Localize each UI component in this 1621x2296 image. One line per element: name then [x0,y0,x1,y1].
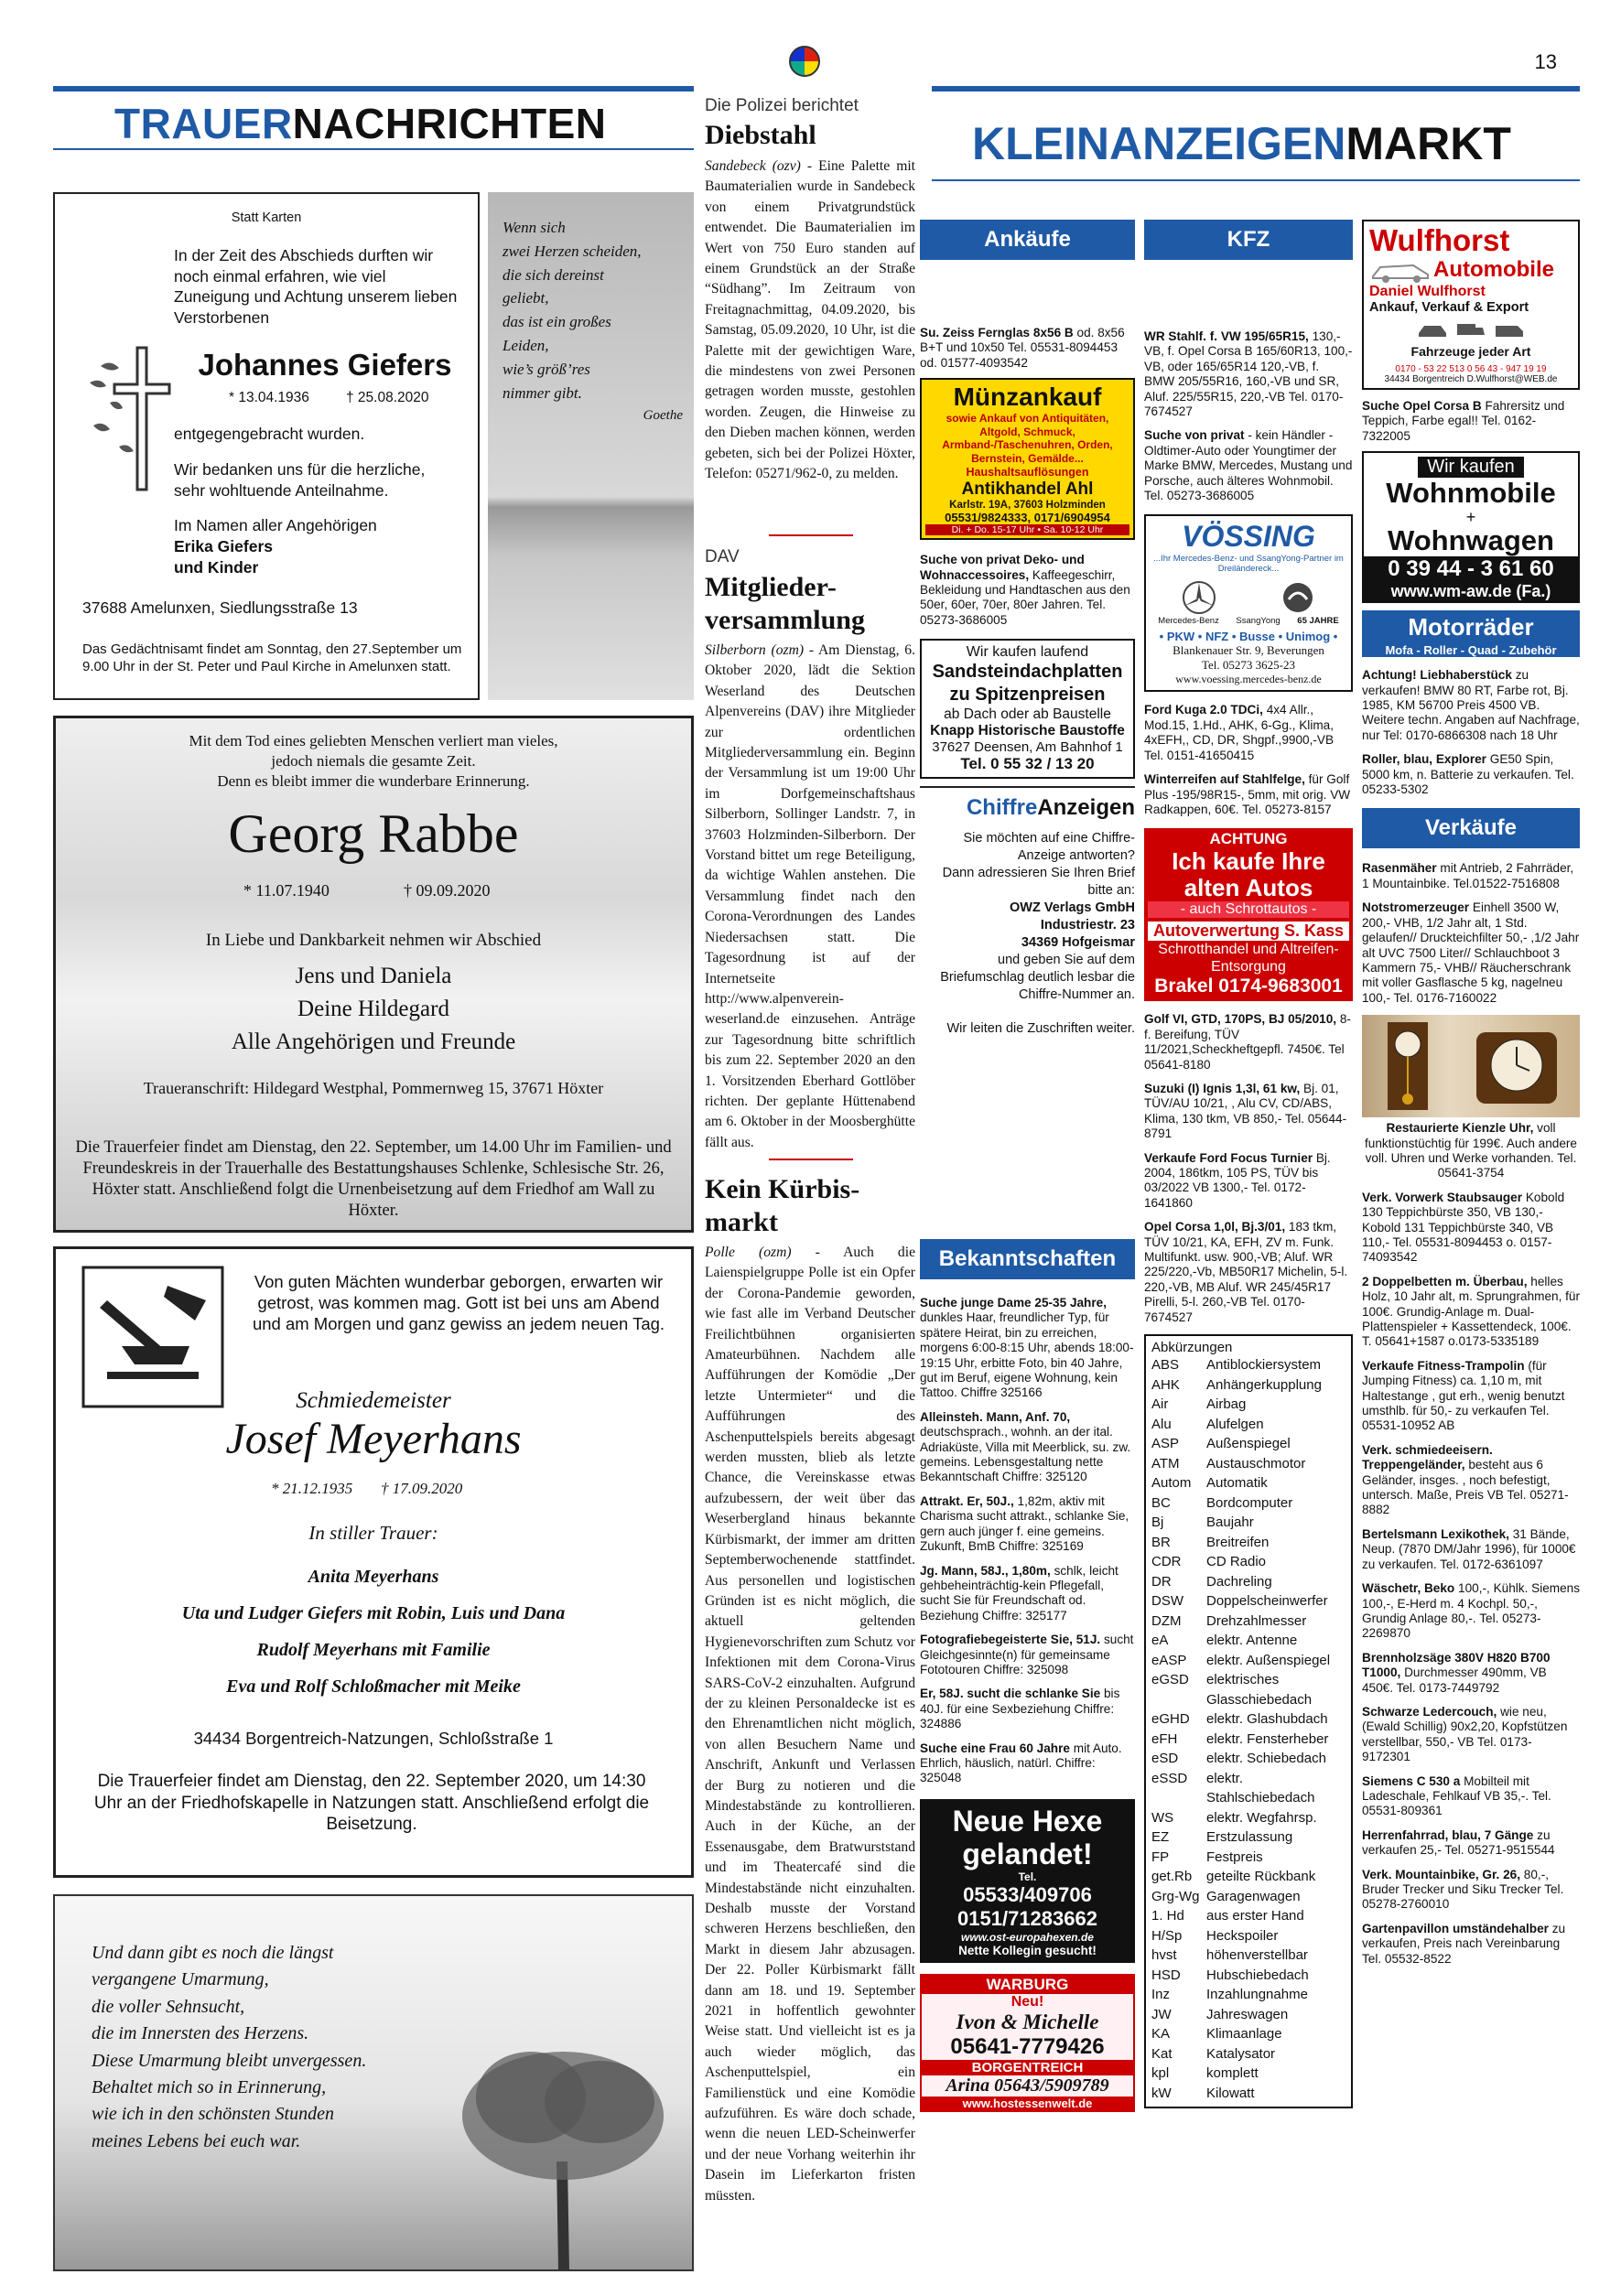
ad-item: Golf VI, GTD, 170PS, BJ 05/2010, 8-f. Bereifung, TÜV 11/2021,Scheckheftgepfl. 7450€. Tel 05641-8180 [1144,1012,1351,1072]
article-kuerbismarkt [705,1173,915,2206]
abbreviation-meaning: elektr. Glashubdach [1206,1711,1328,1728]
abbreviation-meaning: höhenverstellbar [1206,1947,1308,1964]
abbreviation-code: BC [1151,1494,1171,1511]
abbreviation-code: Grg-Wg [1151,1888,1200,1904]
abbreviation-code: KA [1151,2026,1171,2043]
article-headline: Diebstahl [705,120,816,150]
ad-item: Verkaufe Fitness-Trampolin (für Jumping Fitness) ca. 1,10 m, mit Haltestange , gut erh., wenig benutzt umsthlb. für 50,- zu verkaufen Tel. 05531-10952 AB [1362,1358,1565,1433]
abbreviation-meaning: Airbag [1206,1396,1247,1413]
abbreviation-meaning: elektr. Fensterheber [1206,1730,1329,1747]
abbreviation-row [1151,1612,1345,1632]
rabbe-address: Traueranschrift: Hildegard Westphal, Pommernweg 15, 37671 Höxter [143,1079,604,1097]
abbreviation-row [1151,1355,1345,1375]
obit-family-2: und Kinder [174,558,259,577]
abbreviation-code: EZ [1151,1829,1170,1846]
rabbe-family: Jens und Daniela Deine Hildegard Alle Angehörigen und Freunde [231,964,516,1054]
abbreviation-code: Alu [1151,1416,1172,1432]
obituary-rabbe [53,716,694,1233]
abbreviation-code: eA [1151,1633,1169,1649]
ad-item: Achtung! Liebhaberstück zu verkaufen! BMW 80 RT, Farbe rot, Bj. 1985, KM 56700 Preis 4500 VB. Weitere techn. Angaben auf Nachfrage, nur Tel: 0170-6866308 nach 18 Uhr [1362,668,1580,742]
abbreviation-code: Autom [1151,1475,1192,1492]
deceased-name: Josef Meyerhans [225,1415,522,1463]
ad-item: Jg. Mann, 58J., 1,80m, schlk, leicht gehbeheinträchtig-kein Pflegefall, sucht Sie für Freundschaft od. Beziehung Chiffre: 325177 [920,1563,1118,1622]
bekanntschaften-column [920,1239,1135,2112]
ad-wulfhorst: Wulfhorst Automobile Daniel Wulfhorst Ankauf, Verkauf & Export Fahrzeuge jeder Art 0170 - 53 22 513 0 56 43 - 947 19 19 34434 Borgentreich D.Wulfhorst@WEB.de [1362,220,1580,390]
pendulum-clock-icon [1380,1019,1435,1114]
ad-item: Winterreifen auf Stahlfelge, für Golf Plus -195/98R15-, 5mm, mit orig. VW Radkappen, 60€. Tel. 05273-8157 [1144,772,1351,816]
abbreviation-meaning: elektr. Schiebedach [1206,1751,1326,1767]
abbreviation-code: DR [1151,1573,1172,1590]
abbreviation-meaning: elektr. Stahlschiebedach [1206,1770,1315,1806]
abbreviation-code: FP [1151,1849,1170,1865]
ad-item: Rasenmäher mit Antrieb, 2 Fahrräder, 1 Mountainbike. Tel.01522-7516808 [1362,861,1574,890]
section-header-motorraeder: Motorräder [1362,610,1580,643]
ad-wohnmobile: Wir kaufen Wohnmobile + Wohnwagen 0 39 44 - 3 61 60 www.wm-aw.de (Fa.) [1362,451,1580,603]
abbreviation-code: AHK [1151,1376,1180,1393]
ad-item: Siemens C 530 a Mobilteil mit Ladeschale, Fehlkauf VB 35,-. Tel. 05531-809361 [1362,1773,1551,1818]
abbreviation-row [1151,2064,1345,2084]
ad-item: Su. Zeiss Fernglas 8x56 B od. 8x56 B+T und 10x50 Tel. 05531-8094453 od. 01577-4093542 [920,326,1125,370]
abbreviation-meaning: Erstzulassung [1206,1829,1293,1846]
car-outline-icon [1369,256,1433,284]
abbreviation-row [1151,1473,1345,1493]
obit-service: Das Gedächtnisamt findet am Sonntag, den 27.September um 9.00 Uhr in der St. Peter und Paul Kirche in Amelunxen statt. [82,641,462,674]
abbreviations-box: Abkürzungen ABS Antiblockiersystem AHK Anhängerkupplung Air Airbag Alu Alufelgen ASP Außenspiegel ATM Austauschmotor Autom Automatik BC Bordcomputer Bj Baujahr BR Breitreifen CDR CD Radio DR Dachreling DSW Doppelscheinwerfer DZM Drehzahlmesser eA elektr. Antenne eASP elektr. Außenspiegel eGSD elektrisches Glasschiebedach eGHD elektr. Glashubdach eFH elektr. Fensterheber eSD elektr. Schiebedach eSSD elektr. Stahlschiebedach WS elektr. Wegfahrsp. EZ Erstzulassung FP Festpreis get.Rb geteilte Rückbank Grg-Wg Garagenwagen 1. Hd aus erster Hand H/Sp Heckspoiler hvst höhenverstellbar HSD Hubschiebedach Inz Inzahlungnahme JW Jahreswagen KA Klimaanlage Kat Katalysator kpl komplett kW Kilowatt [1144,1334,1353,2108]
ad-item: Er, 58J. sucht die schlanke Sie bis 40J. für eine Sexbeziehung Chiffre: 324886 [920,1687,1120,1731]
ad-item: Brennholzsäge 380V H820 B700 T1000, Durchmesser 490mm, VB 450€. Tel. 0173-7449792 [1362,1650,1551,1695]
abbreviation-code: eSSD [1151,1770,1188,1786]
section-title-trauernachrichten: TRAUERNACHRICHTEN [114,100,607,147]
article-body: Polle (ozm) - Auch die Laienspielgruppe Polle ist ein Opfer der Corona-Pandemie geworden, wie fast alle im Verband Deutscher Freilichtbühnen organisierten Amateurbühnen. Nachdem alle Aufführungen der Komödie „Der letzte Untermieter“ und die Aufführungen des Aschenputtelspiels bereits abgesagt werden mussten, blieb als letzte Chance, die Vereinskasse etwas aufzubessern, der weit über das Weserbergland hinaus bekannte Kürbismarkt, der immer am dritten Septemberwochenende stattfindet. Aus personellen und logistischen Gründen ist es nicht möglich, die aktuell geltenden Hygienevorschriften zum Schutz vor Infektionen mit dem Corona-Virus SARS-CoV-2 einzuhalten. Aufgrund der zu kleinen Personaldecke ist es den Ehrenamtlichen nicht möglich, von allen Besuchern Name und Anschrift, Ankunft und Verlassen der Burg zu notieren und die Mindestabstände zu kontrollieren. Auch in der Küche, an der Essenausgabe, dem Bratwurststand und im Theatercafé sind die Mindestabstände nicht einzuhalten. Deshalb musste der Vorstand schweren Herzens beschließen, den Markt in diesem Jahr abzusagen. Der 22. Poller Kürbismarkt fällt dann am 18. und 19. September 2021 in hoffentlich gewohnter Weise statt. Und vielleicht ist es ja auch wieder möglich, das Aschenputtelspiel, ein Familienstück und eine Komödie aufzuführen. Es wäre doch schade, wenn die neuen LED-Scheinwerfer und der neue Vorhang weiterhin ihr Dasein im Lieferkarton fristen müssten. [705,1245,915,2204]
ad-item: Attrakt. Er, 50J., 1,82m, aktiv mit Charisma sucht attrakt., schlanke Sie, gern auch jünger f. eine gemeins. Zukunft, BmB Chiffre: 325169 [920,1493,1129,1554]
van-icon [1494,320,1525,339]
deceased-name: Georg Rabbe [228,803,519,864]
ad-item: Suche junge Dame 25-35 Jahre, dunkles Haar, freundlicher Typ, für spätere Heirat, bin zu erreichen, morgens 6:00-8:15 Uhr, abends 18:00-19:15 Uhr, erbitte Foto, bin 40 Jahre, gut im Beruf, eigene Wohnung, kein Tattoo. Chiffre 325166 [920,1296,1134,1400]
meyerhans-service: Die Trauerfeier findet am Dienstag, den 22. September 2020, um 14:30 Uhr an der Friedhofskapelle in Natzungen statt. Anschließend erfolgt die Beisetzung. [93,1772,650,1834]
abbreviation-meaning: elektr. Antenne [1206,1633,1298,1649]
ad-item: Verk. schmiedeeisern. Treppengeländer, besteht aus 6 Geländer, insges. , noch befestigt, untersch. Maße, Preis VB Tel. 05271-8882 [1362,1442,1569,1517]
ad-item: Restaurierte Kienzle Uhr, voll funktionstüchtig für 199€. Auch andere voll. Uhren und Werke vorhanden. Tel. 05641-3754 [1364,1121,1577,1180]
abbreviation-row [1151,1591,1345,1612]
abbreviation-meaning: Drehzahlmesser [1206,1612,1307,1629]
abbreviation-meaning: elektr. Wegfahrsp. [1206,1809,1317,1826]
wall-clock-icon [1471,1025,1562,1107]
abbreviation-meaning: aus erster Hand [1206,1908,1304,1924]
abbreviation-code: eFH [1151,1730,1178,1747]
motorraeder-subheader: Mofa - Roller - Quad - Zubehör [1362,643,1580,657]
abbreviation-code: eSD [1151,1751,1179,1767]
abbreviation-code: kpl [1151,2065,1170,2082]
abbreviation-code: hvst [1151,1947,1177,1964]
ad-knapp-baustoffe: Wir kaufen laufend Sandsteindachplatten zu Spitzenpreisen ab Dach oder ab Baustelle Knapp Historische Baustoffe 37627 Deensen, Am Bahnhof 1 Tel. 0 55 32 / 13 20 [920,639,1135,779]
abbreviation-row [1151,1985,1345,2005]
abbreviation-code: JW [1151,2006,1172,2022]
abbreviation-meaning: Baujahr [1206,1514,1254,1531]
abbreviation-row [1151,1749,1345,1769]
ankaeufe-column [920,220,1135,1038]
ad-item: Verk. Mountainbike, Gr. 26, 80,-, Bruder Trecker und Siku Trecker Tel. 05278-2760010 [1362,1867,1564,1912]
ad-hostessenwelt: WARBURG Neu! Ivon & Michelle 05641-7779426 BORGENTREICH Arina 05643/5909789 www.hostessenwelt.de [920,1974,1135,2112]
abbreviation-meaning: Bordcomputer [1206,1494,1293,1511]
obit-intro: In der Zeit des Abschieds durften wir noch einmal erfahren, wie viel Zuneigung und Achtung unserem lieben Verstorbenen [174,246,458,327]
abbreviation-code: eGHD [1151,1711,1190,1728]
section-header-verkaeufe: Verkäufe [1362,808,1580,848]
abbreviation-row [1151,1906,1345,1926]
obituary-meyerhans [53,1246,694,1878]
abbreviation-row [1151,1631,1345,1651]
abbreviation-row [1151,1375,1345,1396]
title-band-left [53,86,694,92]
obit-address: 37688 Amelunxen, Siedlungsstraße 13 [82,598,358,617]
ad-item: Suzuki (I) Ignis 1,3l, 61 kw, Bj. 01, TÜV/AU 10/21, , Alu CV, CD/ABS, Klima, 130 tkm, VB 850,- Tel. 05644-8791 [1144,1081,1347,1141]
cross-with-ivy-icon [73,339,174,494]
abbreviation-row [1151,2044,1345,2064]
abbreviation-meaning: Inzahlungnahme [1206,1987,1308,2003]
abbreviation-row [1151,1848,1345,1868]
abbreviation-code: 1. Hd [1151,1908,1184,1924]
ssangyong-logo-icon [1280,579,1316,616]
ad-item: Gartenpavillon umständehalber zu verkaufen, Preis nach Vereinbarung Tel. 05532-8522 [1362,1921,1566,1966]
ad-item: Herrenfahrrad, blau, 7 Gänge zu verkaufen 25,- Tel. 05271-9515544 [1362,1827,1555,1858]
abbreviation-row [1151,1533,1345,1553]
abbreviation-code: DSW [1151,1593,1183,1610]
abbreviation-code: kW [1151,2085,1172,2101]
abbreviation-code: ASP [1151,1436,1180,1452]
abbreviation-meaning: Alufelgen [1206,1416,1264,1432]
abbreviation-code: H/Sp [1151,1927,1183,1944]
meyerhans-address: 34434 Borgentreich-Natzungen, Schloßstraße 1 [193,1729,554,1748]
ad-item: Fotografiebegeisterte Sie, 51J. sucht Gleichgesinnte(n) für gemeinsame Fototouren Chiffre: 325098 [920,1633,1134,1676]
obit-line2: entgegengebracht wurden. [174,425,365,443]
ad-item: Roller, blau, Explorer GE50 Spin, 5000 km, n. Batterie zu verkaufen. Tel. 05233-5302 [1362,752,1574,797]
death-date: † 09.09.2020 [404,881,491,900]
ad-item: Verk. Vorwerk Staubsauger Kobold 130 Teppichbürste 350, VB 130,- Kobold 131 Teppichbürste 340, VB 110,- Tel. 05531-8094453 o. 0157-74093542 [1362,1190,1565,1265]
goethe-author: Goethe [643,408,683,423]
abbreviation-meaning: Automatik [1206,1475,1268,1492]
goethe-lines: Wenn sich zwei Herzen scheiden, die sich dereinst geliebt, das ist ein großes Leiden, wie’s größ’res nimmer gibt. [503,219,642,402]
page-number: 13 [1534,50,1557,73]
statt-karten: Statt Karten [231,210,302,225]
abbreviation-row [1151,1415,1345,1435]
abbreviation-code: Inz [1151,1987,1171,2003]
ad-voessing: VÖSSING ...Ihr Mercedes-Benz- und SsangYong-Partner im Dreiländereck... Mercedes-Benz SsangYong 65 JAHRE • PKW • NFZ • Busse • Unimog • Blankenauer Str. 9, Beverungen Tel. 05273 3625-23 www.voessing.mercedes-benz.de [1144,514,1353,692]
abbreviation-row [1151,1454,1345,1474]
ad-item: 2 Doppelbetten m. Überbau, helles Holz, 10 Jahr alt, m. Sprungrahmen, für 100€. Grundig-Anlage m. Dual-Plattenspieler + Kassettendeck, 100€. T. 05641+1587 o.0173-5335189 [1362,1274,1580,1349]
clock-photo [1362,1015,1580,1117]
abbreviation-row [1151,1552,1345,1572]
article-headline: Kein Kürbis-markt [705,1174,860,1237]
article-mitgliederversammlung [705,547,915,1153]
abbreviation-row [1151,1769,1345,1808]
rabbe-service: Die Trauerfeier findet am Dienstag, den 22. September, um 14.00 Uhr im Familien- und Freundeskreis in der Trauerhalle des Bestattungshauses Schlenke, Schlesische Str. 26, Höxter statt. Anschließend folgt die Urnenbeisetzung auf dem Friedhof am Wall zu Höxter. [75,1138,672,1220]
ad-item: Suche Opel Corsa B Fahrersitz und Teppich, Farbe egal!! Tel. 0162-7322005 [1362,399,1565,443]
meyerhans-poem: Von guten Mächten wunderbar geborgen, erwarten wir getrost, was kommen mag. Gott ist bei uns am Abend und am Morgen und ganz gewiss an jedem neuen Tag. [252,1272,665,1333]
abbreviation-code: WS [1151,1809,1174,1826]
abbreviations-table [1151,1355,1345,2103]
abbreviation-code: eASP [1151,1652,1187,1668]
abbreviation-meaning: Katalysator [1206,2045,1276,2062]
abbreviation-code: CDR [1151,1554,1182,1570]
abbreviation-meaning: Außenspiegel [1206,1436,1291,1452]
ad-item: Ford Kuga 2.0 TDCi, 4x4 Allr., Mod.15, 1.Hd., AHK, 6-Gg., Klima, 4xEFH,, CD, DR, Shgpf.,9900,-VB Tel. 0151-41650415 [1144,703,1335,762]
abbreviation-code: ATM [1151,1455,1180,1471]
abbreviation-meaning: Breitreifen [1206,1534,1270,1550]
ad-item: Notstromerzeuger Einhell 3500 W, 200,- VHB, 1/2 Jahr alt, 1 Std. gelaufen// Druckteichfilter 50,- ,1/2 Jahr alt UVC 7500 Liter// Schlauchboot 3 Kammern 75,- VHB// Räucherschrank mit voller Gasflasche 5 kg, nagelneu 100,- Tel. 0176-7160022 [1362,900,1580,1005]
abbreviation-meaning: Antiblockiersystem [1206,1357,1322,1374]
birth-date: * 21.12.1935 [271,1480,353,1497]
ad-item: Suche eine Frau 60 Jahre mit Auto. Ehrlich, häuslich, natürl. Chiffre: 325048 [920,1741,1122,1785]
abbreviation-row [1151,1808,1345,1828]
ad-item: Opel Corsa 1,0l, Bj.3/01, 183 tkm, TÜV 10/21, KA, EFH, ZV m. Funk. Multifunkt. usw. 900,-VB; Aluf. WR 225/220,-Vb, MB50R17 Michelin, 5-l. 220,-VB, MB Aluf. WR 245/45R17 Pirelli, 5-l. 260,-VB Tel. 0170-7674527 [1144,1220,1348,1324]
abbreviation-code: Air [1151,1396,1169,1413]
ad-chiffre: ChiffreAnzeigen Sie möchten auf eine Chiffre-Anzeige antworten? Dann adressieren Sie Ihren Brief bitte an: OWZ Verlags GmbH Industriestr. 23 34369 Hofgeismar und geben Sie auf dem Briefumschlag deutlich lesbar die Chiffre-Nummer an. Wir leiten die Zuschriften weiter. [940,795,1135,1037]
abbreviation-meaning: geteilte Rückbank [1206,1869,1316,1885]
abbreviation-row [1151,1493,1345,1514]
abbreviation-row [1151,1827,1345,1848]
ad-muenzankauf: Münzankauf sowie Ankauf von Antiquitäten, Altgold, Schmuck, Armband-/Taschenuhren, Orden, Bernstein, Gemälde... Haushaltsauflösungen Antikhandel Ahl Karlstr. 19A, 37603 Holzminden 05531/9824333, 0171/6904954 Di. + Do. 15-17 Uhr • Sa. 10-12 Uhr [920,378,1135,540]
death-date: † 25.08.2020 [346,390,429,405]
ad-item: Alleinsteh. Mann, Anf. 70, deutschsprach., wohnh. an der ital. Adriaküste, Villa mit Meerblick, su. zw. gemeins. Lebensgestaltung nette Bekanntschaft Chiffre: 325120 [920,1409,1131,1484]
article-divider [769,534,853,536]
ad-autoverwertung-kass: ACHTUNG Ich kaufe Ihre alten Autos - auch Schrottautos - Autoverwertung S. Kass Schrotthandel und Altreifen-Entsorgung Brakel 0174-9683001 [1144,828,1353,1001]
ad-item: Verkaufe Ford Focus Turnier Bj. 2004, 186tkm, 105 PS, TÜV bis 03/2022 VB 1300,- Tel. 0172-1641860 [1144,1150,1331,1210]
abbreviation-meaning: Doppelscheinwerfer [1206,1593,1328,1610]
section-title-kleinanzeigenmarkt: KLEINANZEIGENMARKT [972,118,1511,169]
meyerhans-grief: In stiller Trauer: [308,1522,438,1544]
article-body: Silberborn (ozm) - Am Dienstag, 6. Oktober 2020, lädt die Sektion Weserland des Deutschen Alpenvereins (DAV) ihre Mitglieder zur ordentlichen Mitgliederversammlung ein. Beginn der Versammlung ist um 19:00 Uhr im Dorfgemeinschaftshaus Silberborn, Sollinger Landstr. 7, in 37603 Holzminden-Silberborn. Der Vorstand bittet um rege Beteiligung, da wichtige Wahlen anstehen. Die Versammlung findet nach den Corona-Verordnungen des Landes Niedersachsen statt. Die Tagesordnung ist auf der Internetseite http://www.alpenverein-weserland.de einzusehen. Anträge zur Tagesordnung bitte schriftlich bis zum 22. September 2020 an den 1. Vorsitzenden Eberhard Gottlöber richten. Der geplante Hüttenabend am 6. Oktober in der Moosberghütte fällt aus. [705,642,916,1150]
ad-item: Wäschetr, Beko 100,-, Kühlk. Siemens 100,-, E-Herd m. 4 Kochpl. 50,-, Grundig Anlage 80,-. Tel. 05273-2269870 [1362,1581,1581,1641]
abbreviation-meaning: Festpreis [1206,1849,1263,1865]
abbreviation-row [1151,1395,1345,1415]
deceased-name: Johannes Giefers [198,348,452,382]
abbreviation-code: Bj [1151,1514,1164,1531]
abbreviation-code: BR [1151,1534,1171,1550]
abbreviation-meaning: Hubschiebedach [1206,1967,1309,1983]
abbreviation-code: HSD [1151,1967,1181,1983]
abbreviation-row [1151,1926,1345,1946]
section-header-kfz: KFZ [1144,220,1353,260]
abbreviation-meaning: elektr. Außenspiegel [1206,1652,1331,1668]
article-body: Sandebeck (ozv) - Eine Palette mit Baumaterialien wurde in Sandebeck von einem Privatgrundstück entwendet. Die Baumaterialien im Wert von 750 Euro standen auf einem Grundstück an der Straße “Südhang”. Im Zeitraum von Freitagnachmittag, 04.09.2020, bis Samstag, 05.09.2020, 10 Uhr, ist die Palette mit der gewichtigen Ware, die mindestens von zwei Personen getragen worden musste, gestohlen worden. Zeugen, die Hinweise zu den Dieben machen können, werden gebeten, sich bei der Polizei Höxter, Telefon: 05271/962-0, zu melden. [705,158,915,482]
ad-item: Bertelsmann Lexikothek, 31 Bände, Neup. (7870 DM/Jahr 1996), für 1000€ zu verkaufen. Tel. 0172-6361097 [1362,1526,1576,1571]
rabbe-farewell: In Liebe und Dankbarkeit nehmen wir Abschied [205,931,542,950]
death-date: † 17.09.2020 [381,1480,463,1497]
article-kicker: DAV [705,547,740,566]
abbreviation-row [1151,1434,1345,1454]
goethe-poem-box [488,192,694,700]
ad-neue-hexe: Neue Hexe gelandet! Tel. 05533/409706 0151/71283662 www.ost-europahexen.de Nette Kollegin gesucht! [920,1799,1135,1963]
abbreviation-code: get.Rb [1151,1869,1193,1885]
abbreviation-meaning: Jahreswagen [1206,2006,1289,2022]
registration-mark-icon [789,46,820,77]
abbreviation-meaning: CD Radio [1206,1554,1267,1570]
abbreviation-code: eGSD [1151,1672,1189,1688]
abbreviation-row [1151,1572,1345,1592]
abbreviation-meaning: Klimaanlage [1206,2026,1282,2043]
abbreviation-meaning: komplett [1206,2065,1259,2082]
mercedes-star-icon [1181,579,1217,616]
poem-lines: Und dann gibt es noch die längst vergangene Umarmung, die voller Sehnsucht, die im Innersten des Herzens. Diese Umarmung bleibt unvergessen. Behaltet mich so in Erinnerung, wie ich in den schönsten Stunden meines Lebens bei euch war. [92,1943,367,2151]
meyerhans-family: Anita Meyerhans Uta und Ludger Giefers mit Robin, Luis und Dana Rudolf Meyerhans mit Familie Eva und Rolf Schloßmacher mit Meike [181,1567,566,1697]
ad-item: Schwarze Ledercouch, wie neu, (Ewald Schillig) 90x2,20, Kopfstützen verstellbar, 550,- VB Tel. 0173-9172301 [1362,1704,1568,1764]
birth-date: * 13.04.1936 [229,390,309,405]
title-underline-left [53,148,694,150]
abbreviation-row [1151,1730,1345,1750]
ad-item: Suche von privat Deko- und Wohnaccessoires, Kaffeegeschirr, Bekleidung und Handtaschen aus den 50er, 60er, 70er, 80er Jahren. Tel. 05273-3686005 [920,553,1130,627]
abbreviation-row [1151,2084,1345,2104]
obit-family-1: Erika Giefers [174,537,273,555]
article-diebstahl [705,96,915,485]
section-header-bekanntschaften: Bekanntschaften [920,1239,1135,1279]
kfz-column [1144,220,1353,2108]
ad-item: WR Stahlf. f. VW 195/65R15, 130,-VB, f. Opel Corsa B 165/60R13, 100,-VB, oder 165/65R14 120,-VB, f. BMW 205/55R16, 160,-VB und SR, Aluf. 225/55R15, 220,-VB Tel. 0170-7674527 [1144,329,1353,419]
abbreviation-row [1151,1709,1345,1730]
ad-item: Suche von privat - kein Händler - Oldtimer-Auto oder Youngtimer der Marke BMW, Mercedes, Mustang und Porsche, auch älteres Wohnmobil. Tel. 05273-3686005 [1144,428,1353,503]
title-band-right [932,86,1580,92]
section-header-ankaeufe: Ankäufe [920,220,1135,260]
abbreviation-row [1151,1887,1345,1907]
title-underline-right [932,179,1580,181]
abbreviation-row [1151,1946,1345,1966]
abbreviation-meaning: Heckspoiler [1206,1927,1279,1944]
obit-thanks: Wir bedanken uns für die herzliche, sehr wohltuende Anteilnahme. [174,460,426,500]
abbreviation-meaning: Garagenwagen [1206,1888,1301,1904]
obituary-giefers [53,192,480,700]
abbreviation-row [1151,1867,1345,1887]
poem-memorial-box [53,1894,694,2271]
abbreviation-meaning: Anhängerkupplung [1206,1376,1322,1393]
article-divider [769,1159,853,1160]
obit-in-name: Im Namen aller Angehörigen [174,516,377,534]
abbreviation-code: Kat [1151,2045,1173,2062]
article-kicker: Die Polizei berichtet [705,96,859,115]
abbreviation-meaning: Dachreling [1206,1573,1272,1590]
abbreviation-row [1151,2005,1345,2025]
abbreviation-row [1151,1513,1345,1533]
truck-icon [1455,320,1486,339]
abbreviation-row [1151,2024,1345,2044]
abbreviation-meaning: Austauschmotor [1206,1455,1306,1471]
abbreviation-row [1151,1670,1345,1709]
birth-date: * 11.07.1940 [243,881,330,900]
abbreviation-meaning: elektrisches Glasschiebedach [1206,1672,1313,1708]
car-icon [1417,320,1448,339]
article-headline: Mitglieder-versammlung [705,572,865,635]
abbreviation-row [1151,1651,1345,1671]
abbreviation-code: ABS [1151,1357,1180,1374]
abbreviation-row [1151,1966,1345,1986]
abbreviation-meaning: Kilowatt [1206,2085,1255,2101]
meyerhans-title: Schmiedemeister [296,1388,451,1413]
rabbe-quote: Mit dem Tod eines geliebten Menschen verliert man vieles, jedoch niemals die gesamte Zeit. Denn es bleibt immer die wunderbare Erinnerung. [189,732,558,790]
divider [920,786,1135,788]
abbreviation-code: DZM [1151,1612,1182,1629]
right-column [1362,220,1580,1967]
